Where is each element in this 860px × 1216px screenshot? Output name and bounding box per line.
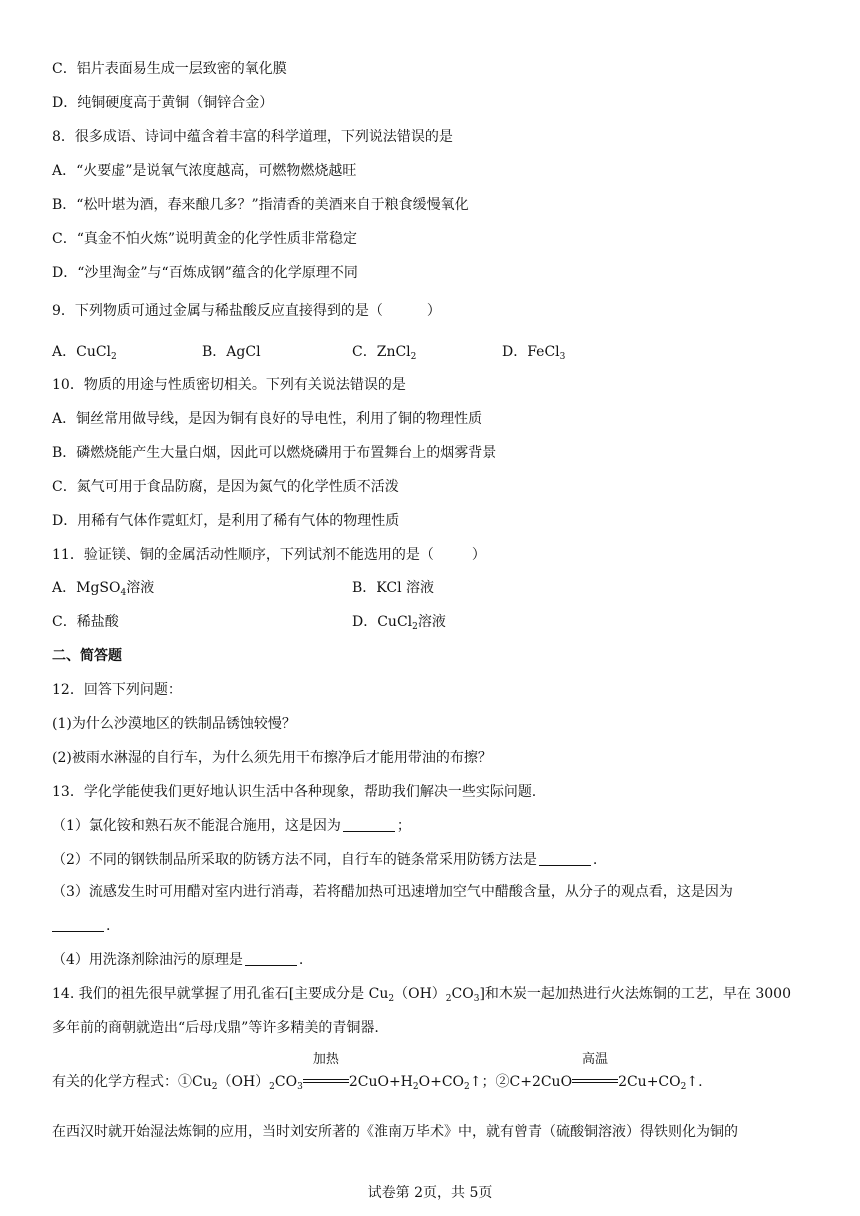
- q10-option-d: D．用稀有气体作霓虹灯，是利用了稀有气体的物理性质: [52, 513, 400, 529]
- q10-option-c: C．氮气可用于食品防腐，是因为氮气的化学性质不活泼: [52, 479, 399, 495]
- q8-option-c: C．“真金不怕火炼”说明黄金的化学性质非常稳定: [52, 231, 358, 247]
- q10-option-a: A．铜丝常用做导线，是因为铜有良好的导电性，利用了铜的物理性质: [52, 411, 483, 427]
- q8-option-a: A．“火要虚”是说氧气浓度越高，可燃物燃烧越旺: [52, 163, 357, 179]
- q13-part-2: （2）不同的钢铁制品所采取的防锈方法不同，自行车的链条常采用防锈方法是 .: [52, 852, 598, 868]
- q13-part-3: （3）流感发生时可用醋对室内进行消毒，若将醋加热可迅速增加空气中醋酸含量，从分子的观点看，这是因为: [52, 884, 733, 900]
- reaction-arrow: [303, 1052, 349, 1088]
- page-footer: 试卷第 2页，共 5页: [367, 1185, 493, 1201]
- reaction-arrow: [572, 1052, 618, 1088]
- q12-part-1: (1)为什么沙漠地区的铁制品锈蚀较慢？: [52, 716, 296, 732]
- q13-stem: 13．学化学能使我们更好地认识生活中各种现象，帮助我们解决一些实际问题.: [52, 784, 537, 800]
- q12-stem: 12．回答下列问题：: [52, 682, 182, 698]
- answer-blank[interactable]: [343, 818, 395, 832]
- q11-option-a: A．MgSO$_4$溶液: [52, 580, 155, 598]
- q14-line-2: 多年前的商朝就造出“后母戊鼎”等许多精美的青铜器.: [52, 1020, 379, 1036]
- q8-option-d: D．“沙里淘金”与“百炼成钢”蕴含的化学原理不同: [52, 265, 358, 281]
- q14-line-4: 在西汉时就开始湿法炼铜的应用，当时刘安所著的《淮南万毕术》中，就有曾青（硫酸铜溶液）得铁则化为铜的: [52, 1124, 738, 1140]
- condition-heat: 加热: [312, 1052, 339, 1067]
- q12-part-2: (2)被雨水淋湿的自行车，为什么须先用干布擦净后才能用带油的布擦？: [52, 750, 492, 766]
- q13-part-3-tail: .: [52, 916, 110, 936]
- q8-option-b: B．“松叶堪为酒，春来酿几多？”指清香的美酒来自于粮食缓慢氧化: [52, 197, 469, 213]
- q9-option-b: B．AgCl: [202, 344, 261, 360]
- answer-blank[interactable]: [539, 852, 591, 866]
- q11-option-d: D．CuCl$_2$溶液: [352, 614, 446, 632]
- q10-option-b: B．磷燃烧能产生大量白烟，因此可以燃烧磷用于布置舞台上的烟雾背景: [52, 445, 497, 461]
- q13-part-1: （1）氯化铵和熟石灰不能混合施用，这是因为 ；: [52, 818, 411, 834]
- condition-high-temp: 高温: [582, 1052, 609, 1067]
- q10-stem: 10．物质的用途与性质密切相关。下列有关说法错误的是: [52, 377, 406, 393]
- q11-stem: 11．验证镁、铜的金属活动性顺序，下列试剂不能选用的是（ ）: [52, 547, 486, 563]
- q14-equations: 有关的化学方程式：$①Cu_2(OH)_2CO_3$ 加热 $2CuO+H_2O+CO_2↑$；②C+2CuO 高温 $2Cu+CO_2↑$.: [52, 1052, 703, 1092]
- q9-option-c: C．ZnCl$_2$: [352, 344, 417, 362]
- q9-option-d: D．FeCl$_3$: [502, 344, 566, 362]
- q14-line-1: 14. 我们的祖先很早就掌握了用孔雀石[主要成分是 $Cu_2(OH)_2CO_3$]和木炭一起加热进行火法炼铜的工艺，早在 3000: [52, 986, 791, 1004]
- q9-stem-text: 9．下列物质可通过金属与稀盐酸反应直接得到的是（: [52, 303, 383, 319]
- q11-option-c: C．稀盐酸: [52, 614, 119, 630]
- q13-part-4: （4）用洗涤剂除油污的原理是 .: [52, 952, 304, 968]
- q8-stem: 8．很多成语、诗词中蕴含着丰富的科学道理，下列说法错误的是: [52, 129, 453, 145]
- answer-blank[interactable]: [52, 918, 104, 932]
- q7-option-c: C．铝片表面易生成一层致密的氧化膜: [52, 61, 287, 77]
- q9-stem: [52, 301, 441, 321]
- q9-option-a: A．CuCl$_2$: [52, 344, 117, 362]
- answer-blank[interactable]: [245, 952, 297, 966]
- q11-option-b: B．KCl 溶液: [352, 580, 435, 596]
- q7-option-d: D．纯铜硬度高于黄铜（铜锌合金）: [52, 95, 274, 111]
- q9-stem-close: ）: [426, 303, 441, 319]
- section-title: 二、简答题: [52, 648, 122, 664]
